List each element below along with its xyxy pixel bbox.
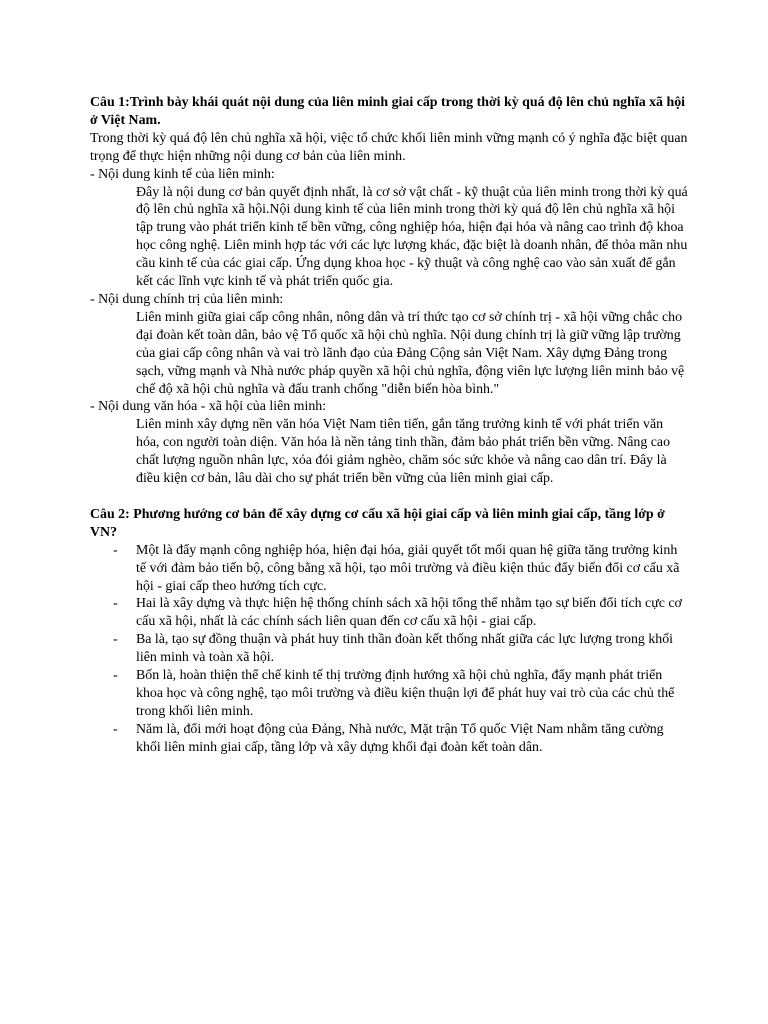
- list-item-text: Bốn là, hoàn thiện thể chế kinh tế thị trường định hướng xã hội chủ nghĩa, đẩy mạnh phát triển khoa học và công nghệ, tạo môi trường và điều kiện thuận lợi để phát huy vai trò của các chủ thể trong khối liên minh.: [136, 668, 675, 719]
- cultural-social-content-body: Liên minh xây dựng nền văn hóa Việt Nam tiên tiến, gắn tăng trưởng kinh tế với phát triển văn hóa, con người toàn diện. Văn hóa là nền tảng tinh thần, đảm bảo phát triển bền vững. Nâng cao chất lượng nguồn nhân lực, xóa đói giảm nghèo, chăm sóc sức khỏe và nâng cao dân trí. Đây là điều kiện cơ bản, lâu dài cho sự phát triển bền vững của liên minh giai cấp.: [136, 417, 671, 487]
- list-item: [90, 721, 690, 757]
- list-item: [90, 667, 690, 721]
- list-item-text: Hai là xây dựng và thực hiện hệ thống chính sách xã hội tổng thể nhằm tạo sự biến đổi tích cực cơ cấu xã hội, nhất là các chính sách liên quan đến cơ cấu xã hội - giai cấp.: [136, 596, 682, 630]
- dash-bullet: -: [113, 668, 118, 684]
- economic-content-label: - Nội dung kinh tế của liên minh:: [90, 166, 275, 182]
- direction-list: [90, 542, 690, 757]
- section-spacer: [90, 488, 690, 506]
- dash-bullet: -: [113, 632, 118, 648]
- list-item: [90, 631, 690, 667]
- document-page: [90, 94, 690, 757]
- political-content-body: Liên minh giữa giai cấp công nhân, nông dân và trí thức tạo cơ sở chính trị - xã hội vững chắc cho đại đoàn kết toàn dân, bảo vệ Tổ quốc xã hội chủ nghĩa. Nội dung chính trị là giữ vững lập trường của giai cấp công nhân và vai trò lãnh đạo của Đảng Cộng sản Việt Nam. Xây dựng Đảng trong sạch, vững mạnh và Nhà nước pháp quyền xã hội chủ nghĩa, động viên lực lượng liên minh bảo vệ chế độ xã hội chủ nghĩa và đấu tranh chống "diễn biến hòa bình.": [136, 309, 685, 397]
- list-item-text: Năm là, đổi mới hoạt động của Đảng, Nhà nước, Mặt trận Tổ quốc Việt Nam nhằm tăng cường khối liên minh giai cấp, tầng lớp và xây dựng khối đại đoàn kết toàn dân.: [136, 721, 664, 755]
- list-item: [90, 542, 690, 596]
- dash-bullet: -: [113, 721, 118, 737]
- list-item-text: Một là đẩy mạnh công nghiệp hóa, hiện đại hóa, giải quyết tốt mối quan hệ giữa tăng trưởng kinh tế với đảm bảo tiến bộ, công bằng xã hội, tạo môi trường và điều kiện thúc đẩy biến đổi cơ cấu xã hội - giai cấp theo hướng tích cực.: [136, 542, 680, 594]
- economic-content-body: Đây là nội dung cơ bản quyết định nhất, là cơ sở vật chất - kỹ thuật của liên minh trong thời kỳ quá độ lên chủ nghĩa xã hội.Nội dung kinh tế của liên minh trong thời kỳ quá độ lên chủ nghĩa xã hội tập trung vào phát triển kinh tế bền vững, công nghiệp hóa, hiện đại hóa và nâng cao trình độ khoa học công nghệ. Liên minh hợp tác với các lực lượng khác, đặc biệt là doanh nhân, để thỏa mãn nhu cầu kinh tế của các giai cấp. Ứng dụng khoa học - kỹ thuật và công nghệ cao vào sản xuất để gắn kết các lĩnh vực kinh tế và phát triển quốc gia.: [136, 184, 688, 290]
- question-2-heading: Câu 2: Phương hướng cơ bản để xây dựng cơ cấu xã hội giai cấp và liên minh giai cấp, tầng lớp ở VN?: [90, 506, 665, 540]
- question-1-intro: Trong thời kỳ quá độ lên chủ nghĩa xã hội, việc tổ chức khối liên minh vững mạnh có ý nghĩa đặc biệt quan trọng để thực hiện những nội dung cơ bản của liên minh.: [90, 130, 688, 164]
- cultural-social-content-label: - Nội dung văn hóa - xã hội của liên minh:: [90, 399, 327, 415]
- list-item: [90, 595, 690, 631]
- dash-bullet: -: [113, 542, 118, 558]
- dash-bullet: -: [113, 596, 118, 612]
- list-item-text: Ba là, tạo sự đồng thuận và phát huy tinh thần đoàn kết thống nhất giữa các lực lượng trong khối liên minh và toàn xã hội.: [136, 632, 674, 666]
- question-1-heading: Câu 1:Trình bày khái quát nội dung của liên minh giai cấp trong thời kỳ quá độ lên chủ nghĩa xã hội ở Việt Nam.: [90, 95, 686, 128]
- political-content-label: - Nội dung chính trị của liên minh:: [90, 291, 284, 307]
